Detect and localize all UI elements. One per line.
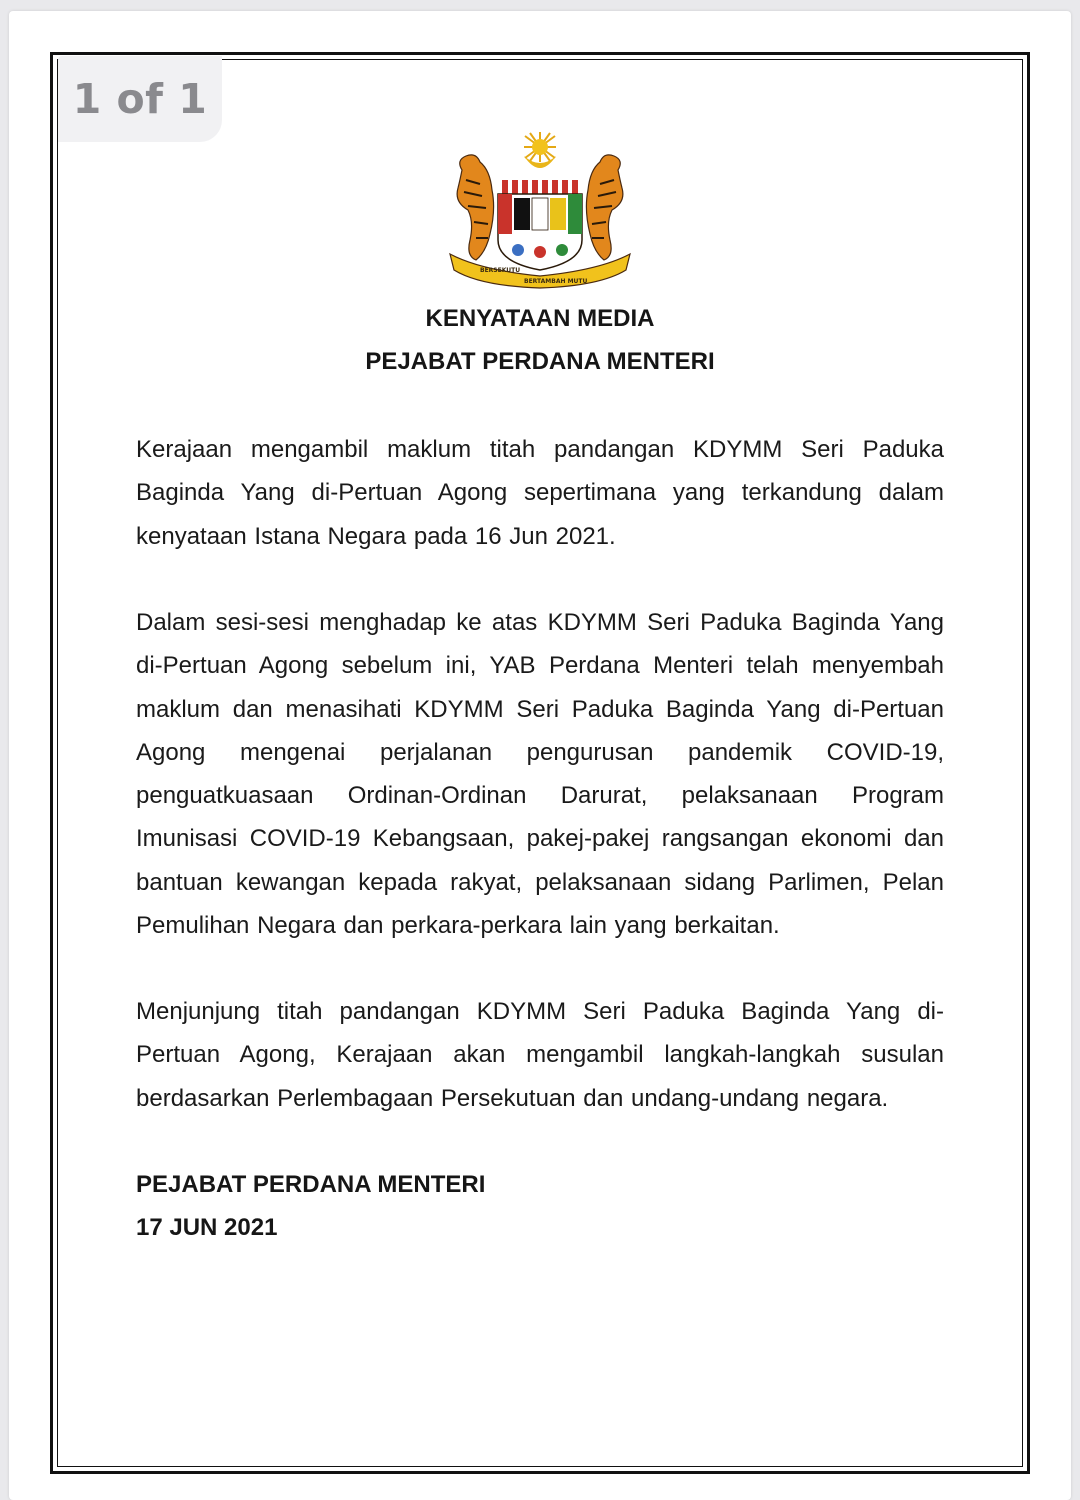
statement-title: KENYATAAN MEDIA [425, 305, 655, 332]
page-indicator: 1 of 1 [58, 56, 222, 142]
signature-date: 17 JUN 2021 [136, 1214, 278, 1241]
malaysia-coat-of-arms-icon [440, 130, 640, 290]
paragraph-1: Kerajaan mengambil maklum titah pandangan KDYMM Seri Paduka Baginda Yang di-Pertuan Agong sepertimana yang terkandung dalam kenyataan Istana Negara pada 16 Jun 2021. [136, 436, 944, 550]
signature-office: PEJABAT PERDANA MENTERI [136, 1171, 486, 1198]
crest-motto-right: BERTAMBAH MUTU [524, 278, 588, 285]
paragraph-2: Dalam sesi-sesi menghadap ke atas KDYMM Seri Paduka Baginda Yang di-Pertuan Agong sebelum ini, YAB Perdana Menteri telah menyembah maklum dan menasihati KDYMM Seri Paduka Baginda Yang di-Pertuan Agong mengenai perjalanan pengurusan pandemik COVID-19, penguatkuasaan Ordinan-Ordinan Darurat, pelaksanaan Program Imunisasi COVID-19 Kebangsaan, pakej-pakej rangsangan ekonomi dan bantuan kewangan kepada rakyat, pelaksanaan sidang Parlimen, Pelan Pemulihan Negara dan perkara-perkara lain yang berkaitan. [136, 609, 944, 940]
paragraph-3: Menjunjung titah pandangan KDYMM Seri Paduka Baginda Yang di-Pertuan Agong, Kerajaan akan mengambil langkah-langkah susulan berdasarkan Perlembagaan Persekutuan dan undang-undang negara. [136, 998, 944, 1112]
crest-motto-left: BERSEKUTU [480, 267, 521, 274]
statement-issuer: PEJABAT PERDANA MENTERI [365, 348, 715, 375]
